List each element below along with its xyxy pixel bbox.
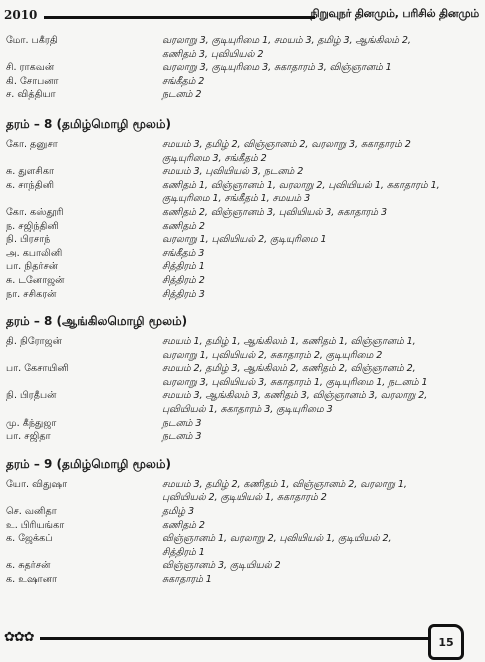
subject-grades: கணிதம் 2 bbox=[162, 220, 205, 232]
subject-grades: கணிதம் 2, விஞ்ஞானம் 3, புவியியல் 3, சுகாதாரம் 3 bbox=[162, 206, 387, 218]
student-name bbox=[6, 491, 162, 505]
student-row bbox=[6, 573, 480, 587]
page-header bbox=[0, 6, 485, 32]
student-row bbox=[6, 233, 480, 247]
student-name: செ. வனிதா bbox=[6, 506, 57, 518]
student-name: கோ. தனுசா bbox=[6, 138, 58, 150]
subject-grades: விஞ்ஞானம் 1, வரலாறு 2, புவியியல் 1, குடியியல் 2, bbox=[162, 533, 392, 545]
student-name bbox=[6, 152, 162, 166]
student-name: தி. நிரோஜன் bbox=[6, 336, 62, 348]
student-row bbox=[6, 206, 480, 220]
student-row bbox=[6, 48, 480, 62]
header-year: 2010 bbox=[4, 8, 38, 22]
subject-grades: சங்கீதம் 2 bbox=[162, 75, 205, 87]
student-row bbox=[6, 362, 480, 376]
subject-grades: சித்திரம் 1 bbox=[162, 546, 205, 558]
student-row bbox=[6, 478, 480, 492]
student-row bbox=[6, 519, 480, 533]
student-row bbox=[6, 403, 480, 417]
student-row bbox=[6, 260, 480, 274]
header-rule bbox=[44, 16, 315, 19]
student-row bbox=[6, 165, 480, 179]
student-row bbox=[6, 274, 480, 288]
subject-grades: சித்திரம் 2 bbox=[162, 274, 205, 286]
student-row bbox=[6, 532, 480, 546]
section-heading: தரம் – 9 (தமிழ்மொழி மூலம்) bbox=[6, 456, 171, 471]
student-row bbox=[6, 389, 480, 403]
student-row bbox=[6, 34, 480, 48]
subject-grades: சமயம் 2, தமிழ் 3, ஆங்கிலம் 2, கணிதம் 2, விஞ்ஞானம் 2, bbox=[162, 363, 416, 375]
section-heading: தரம் – 8 (தமிழ்மொழி மூலம்) bbox=[6, 116, 171, 131]
student-row bbox=[6, 430, 480, 444]
student-name: சு. டனோஜன் bbox=[6, 274, 65, 286]
student-name: அ. கபாலினி bbox=[6, 247, 63, 259]
student-row bbox=[6, 247, 480, 261]
student-row bbox=[6, 559, 480, 573]
student-row bbox=[6, 75, 480, 89]
subject-grades: கணிதம் 3, புவியியல் 2 bbox=[162, 48, 264, 60]
student-name: நா. சசிகரன் bbox=[6, 288, 57, 300]
subject-grades: தமிழ் 3 bbox=[162, 506, 195, 518]
student-name: உ. பிரியங்கா bbox=[6, 519, 65, 531]
student-name: க. சுதர்சன் bbox=[6, 560, 51, 572]
student-name: நி. பிரதீபன் bbox=[6, 390, 57, 402]
student-name: க. சாந்தினி bbox=[6, 179, 55, 191]
student-name: பா. சஜிதா bbox=[6, 431, 51, 443]
subject-grades: சமயம் 3, தமிழ் 2, விஞ்ஞானம் 2, வரலாறு 3, சுகாதாரம் 2 bbox=[162, 138, 411, 150]
student-name: நி. பிரசாந் bbox=[6, 234, 51, 246]
page-footer bbox=[0, 624, 485, 660]
student-name bbox=[6, 376, 162, 390]
student-row bbox=[6, 376, 480, 390]
student-row bbox=[6, 335, 480, 349]
subject-grades: சித்திரம் 1 bbox=[162, 261, 205, 273]
subject-grades: சமயம் 1, தமிழ் 1, ஆங்கிலம் 1, கணிதம் 1, விஞ்ஞானம் 1, bbox=[162, 336, 416, 348]
header-title: நிறுவுநர் தினமும், பரிசில் தினமும் bbox=[310, 7, 479, 20]
student-row bbox=[6, 288, 480, 302]
student-row bbox=[6, 417, 480, 431]
subject-grades: சங்கீதம் 3 bbox=[162, 247, 205, 259]
subject-grades: சித்திரம் 3 bbox=[162, 288, 205, 300]
student-name: கி. சோபனா bbox=[6, 75, 59, 87]
subject-grades: வரலாறு 1, புவியியல் 2, குடியுரிமை 1 bbox=[162, 234, 327, 246]
student-name: க. உஷானா bbox=[6, 574, 58, 585]
student-name: பா. கேசாயினி bbox=[6, 363, 69, 375]
subject-grades: கணிதம் 1, விஞ்ஞானம் 1, வரலாறு 2, புவியியல் 1, சுகாதாரம் 1, bbox=[162, 179, 440, 191]
subject-grades: நடனம் 3 bbox=[162, 417, 202, 429]
subject-grades: புவியியல் 1, சுகாதாரம் 3, குடியுரிமை 3 bbox=[162, 404, 333, 416]
subject-grades: சமயம் 3, புவியியல் 3, நடனம் 2 bbox=[162, 166, 304, 178]
subject-grades: குடியுரிமை 1, சங்கீதம் 1, சமயம் 3 bbox=[162, 193, 311, 205]
student-name: ச. வித்தியா bbox=[6, 89, 56, 101]
student-name: சி. ராகவன் bbox=[6, 62, 55, 74]
student-name: க. ஜேக்கப் bbox=[6, 533, 53, 545]
subject-grades: வரலாறு 1, புவியியல் 2, சுகாதாரம் 2, குடியுரிமை 2 bbox=[162, 349, 383, 361]
page-number-badge bbox=[428, 624, 464, 660]
student-row bbox=[6, 491, 480, 505]
subject-grades: நடனம் 3 bbox=[162, 431, 202, 443]
student-row bbox=[6, 546, 480, 560]
student-name bbox=[6, 192, 162, 206]
student-name bbox=[6, 403, 162, 417]
subject-grades: வரலாறு 3, குடியுரிமை 3, சுகாதாரம் 3, விஞ்ஞானம் 1 bbox=[162, 62, 392, 74]
subject-grades: விஞ்ஞானம் 3, குடியியல் 2 bbox=[162, 560, 281, 572]
subject-grades: வரலாறு 3, குடியுரிமை 1, சமயம் 3, தமிழ் 3, ஆங்கிலம் 2, bbox=[162, 35, 411, 46]
section-heading: தரம் – 8 (ஆங்கிலமொழி மூலம்) bbox=[6, 314, 188, 329]
footer-rule bbox=[40, 637, 430, 640]
student-row bbox=[6, 505, 480, 519]
subject-grades: நடனம் 2 bbox=[162, 89, 202, 101]
student-row bbox=[6, 220, 480, 234]
subject-grades: குடியுரிமை 3, சங்கீதம் 2 bbox=[162, 152, 267, 164]
student-name bbox=[6, 48, 162, 62]
subject-grades: புவியியல் 2, குடியியல் 1, சுகாதாரம் 2 bbox=[162, 492, 327, 504]
student-row bbox=[6, 349, 480, 363]
student-name: சு. துளசிகா bbox=[6, 166, 54, 178]
student-row bbox=[6, 152, 480, 166]
student-name: மு. கீந்துஜா bbox=[6, 417, 57, 429]
subject-grades: கணிதம் 2 bbox=[162, 519, 205, 531]
student-name: கோ. கஸ்தூரி bbox=[6, 206, 64, 218]
student-name: யோ. விதுஷா bbox=[6, 478, 68, 490]
student-row bbox=[6, 61, 480, 75]
student-name: மோ. பகீரதி bbox=[6, 35, 58, 46]
footer-ornament-icon: ✿✿✿ bbox=[4, 630, 34, 645]
student-name: பா. நிதர்சன் bbox=[6, 261, 59, 273]
student-row bbox=[6, 138, 480, 152]
subject-grades: சுகாதாரம் 1 bbox=[162, 574, 212, 585]
student-row bbox=[6, 179, 480, 193]
student-name bbox=[6, 349, 162, 363]
page-number: 15 bbox=[438, 635, 454, 649]
student-name: ந. சஜிந்தினி bbox=[6, 220, 59, 232]
student-name bbox=[6, 546, 162, 560]
student-row bbox=[6, 88, 480, 102]
subject-grades: வரலாறு 3, புவியியல் 3, சுகாதாரம் 1, குடியுரிமை 1, நடனம் 1 bbox=[162, 376, 428, 388]
results-content bbox=[6, 34, 480, 587]
subject-grades: சமயம் 3, ஆங்கிலம் 3, கணிதம் 3, விஞ்ஞானம் 3, வரலாறு 2, bbox=[162, 390, 428, 402]
student-row bbox=[6, 192, 480, 206]
subject-grades: சமயம் 3, தமிழ் 2, கணிதம் 1, விஞ்ஞானம் 2, வரலாறு 1, bbox=[162, 478, 407, 490]
